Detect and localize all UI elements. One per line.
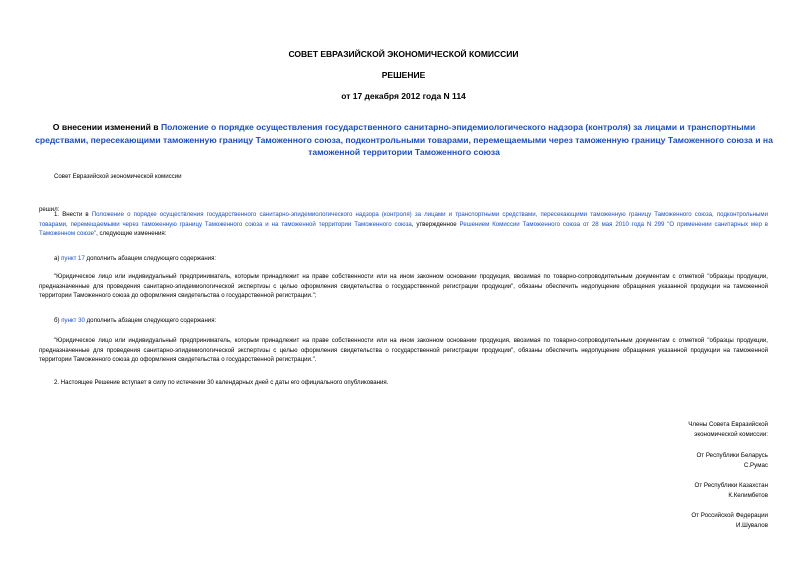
- council-text: Совет Евразийской экономической комиссии: [54, 173, 182, 180]
- p1-link-regulation[interactable]: Положение о порядке осуществления государственного санитарно-эпидемиологического надзора (контроля) за лицами и транспортными средствами, пересекающими таможенную границу Таможенного союза, подконтрольными товарами, перемещаемыми через таможенную границу Таможенного союза и на таможенной территории Таможенного союза: [39, 211, 768, 228]
- kazakhstan-signatory: К.Келимбетов: [728, 492, 768, 499]
- page-title: [28, 121, 780, 159]
- title-link[interactable]: Положение о порядке осуществления государственного санитарно-эпидемиологического надзора (контроля) за лицами и транспортными средствами, пересекающими таможенную границу Таможенного союза, подконтрольными товарами, перемещаемыми через таможенную границу Таможенного союза и на таможенной территории Таможенного союза: [35, 122, 773, 157]
- p1-prefix: 1. Внести в: [54, 211, 92, 218]
- russia-country: От Российской Федерации: [691, 512, 768, 519]
- subpoint-b-prefix: б): [54, 317, 62, 324]
- russia-signatory: И.Шувалов: [736, 522, 768, 529]
- paragraph-2: 2. Настоящее Решение вступает в силу по истечении 30 календарных дней с даты его официального опубликования.: [54, 379, 389, 386]
- subpoint-a-suffix: дополнить абзацем следующего содержания:: [84, 255, 217, 262]
- paragraph-1: [39, 210, 768, 239]
- subpoint-b-suffix: дополнить абзацем следующего содержания:: [84, 317, 217, 324]
- quote-a: "Юридическое лицо или индивидуальный предприниматель, которым принадлежит на праве собственности или на ином законном основании продукция, ввозимая по товарно-сопроводительным документам с отметкой "образцы продукции, предназначенные для проведения санитарно-эпидемиологической экспертизы с целью оформления свидетельства о государственной регистрации продукции", обязаны обеспечить недопущение обращения указанной продукции на таможенной территории Таможенного союза до оформления свидетельства о государственной регистрации.";: [39, 273, 768, 300]
- decided-text: решил:: [39, 206, 60, 213]
- subpoint-a-prefix: а): [54, 255, 62, 262]
- date-number-heading: от 17 декабря 2012 года N 114: [341, 91, 466, 101]
- kazakhstan-country: От Республики Казахстан: [694, 482, 768, 489]
- belarus-country: От Республики Беларусь: [696, 452, 768, 459]
- subpoint-a: [54, 254, 216, 264]
- p1-suffix: , следующие изменения:: [96, 230, 167, 238]
- org-heading: СОВЕТ ЕВРАЗИЙСКОЙ ЭКОНОМИЧЕСКОЙ КОМИССИИ: [288, 49, 519, 59]
- title-prefix: О внесении изменений в: [52, 122, 161, 132]
- link-punkt-17[interactable]: пункт 17: [61, 255, 85, 262]
- members-line-2: экономической комиссии:: [694, 431, 768, 438]
- quote-b: "Юридическое лицо или индивидуальный предприниматель, которым принадлежит на праве собственности или на ином законном основании продукция, ввозимая по товарно-сопроводительным документам с отметкой "образцы продукции, предназначенные для проведения санитарно-эпидемиологической экспертизы с целью оформления свидетельства о государственной регистрации продукции", обязаны обеспечить недопущение обращения указанной продукции на таможенной территории Таможенного союза до оформления свидетельства о государственной регистрации.".: [39, 337, 768, 364]
- p1-link-decision[interactable]: Решением Комиссии Таможенного союза от 28 мая 2010 года N 299 "О применении санитарных мер в Таможенном союзе": [39, 220, 768, 238]
- link-punkt-30[interactable]: пункт 30: [61, 317, 85, 324]
- belarus-signatory: С.Румас: [743, 462, 768, 469]
- subpoint-b: [54, 316, 216, 326]
- p1-middle: , утвержденное: [411, 220, 460, 228]
- doc-type-heading: РЕШЕНИЕ: [381, 70, 426, 80]
- members-line-1: Члены Совета Евразийской: [688, 421, 768, 428]
